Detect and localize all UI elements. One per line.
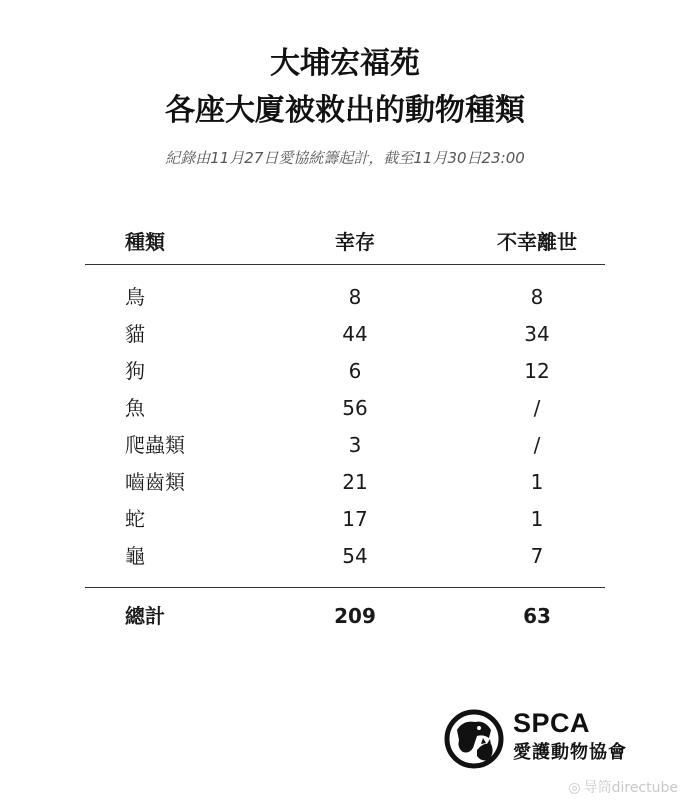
watermark bbox=[568, 779, 678, 797]
header-died: 不幸離世 bbox=[497, 230, 577, 254]
cell-survived: 6 bbox=[348, 359, 362, 383]
table-row bbox=[85, 501, 605, 538]
page-subtitle: 紀錄由11月27日愛協統籌起計，截至11月30日23:00 bbox=[165, 149, 525, 167]
logo-subtitle: 愛護動物協會 bbox=[513, 742, 627, 763]
cell-survived: 56 bbox=[342, 396, 368, 420]
cell-died: / bbox=[533, 433, 541, 457]
table-row bbox=[85, 390, 605, 427]
cell-survived: 3 bbox=[348, 433, 362, 457]
page-title-line-2: 各座大廈被救出的動物種類 bbox=[165, 93, 525, 128]
spca-dog-cat-icon bbox=[443, 708, 505, 770]
cell-survived: 21 bbox=[342, 470, 368, 494]
header-species: 種類 bbox=[125, 230, 165, 254]
table-total-row bbox=[85, 598, 605, 635]
header-survived: 幸存 bbox=[335, 230, 375, 254]
table-bottom-divider bbox=[85, 587, 605, 588]
table-header-row bbox=[85, 224, 605, 264]
total-survived: 209 bbox=[334, 604, 376, 628]
cell-survived: 17 bbox=[342, 507, 368, 531]
cell-survived: 8 bbox=[348, 285, 362, 309]
table-row bbox=[85, 279, 605, 316]
total-died: 63 bbox=[523, 604, 551, 628]
rescue-table bbox=[85, 224, 605, 635]
cell-species: 魚 bbox=[125, 396, 145, 420]
cell-species: 龜 bbox=[125, 544, 145, 568]
cell-died: 8 bbox=[530, 285, 544, 309]
page-title-line-1: 大埔宏福苑 bbox=[270, 46, 420, 81]
table-row bbox=[85, 316, 605, 353]
cell-species: 蛇 bbox=[125, 507, 145, 531]
cell-species: 貓 bbox=[125, 322, 145, 346]
table-row bbox=[85, 538, 605, 575]
cell-died: 1 bbox=[530, 507, 544, 531]
cell-species: 嚙齒類 bbox=[125, 470, 185, 494]
weibo-icon: ◎ bbox=[568, 780, 581, 796]
cell-species: 爬蟲類 bbox=[125, 433, 185, 457]
table-body bbox=[85, 265, 605, 587]
cell-survived: 54 bbox=[342, 544, 368, 568]
table-row bbox=[85, 464, 605, 501]
table-row bbox=[85, 427, 605, 464]
watermark-text: 导筒directube bbox=[583, 780, 678, 796]
cell-died: 12 bbox=[524, 359, 550, 383]
cell-species: 鳥 bbox=[125, 285, 145, 309]
cell-died: 34 bbox=[524, 322, 550, 346]
spca-logo bbox=[443, 706, 643, 772]
logo-name: SPCA bbox=[513, 708, 591, 738]
cell-died: 1 bbox=[530, 470, 544, 494]
table-row bbox=[85, 353, 605, 390]
cell-survived: 44 bbox=[342, 322, 368, 346]
total-label: 總計 bbox=[125, 604, 165, 628]
cell-species: 狗 bbox=[125, 359, 145, 383]
cell-died: / bbox=[533, 396, 541, 420]
cell-died: 7 bbox=[530, 544, 544, 568]
